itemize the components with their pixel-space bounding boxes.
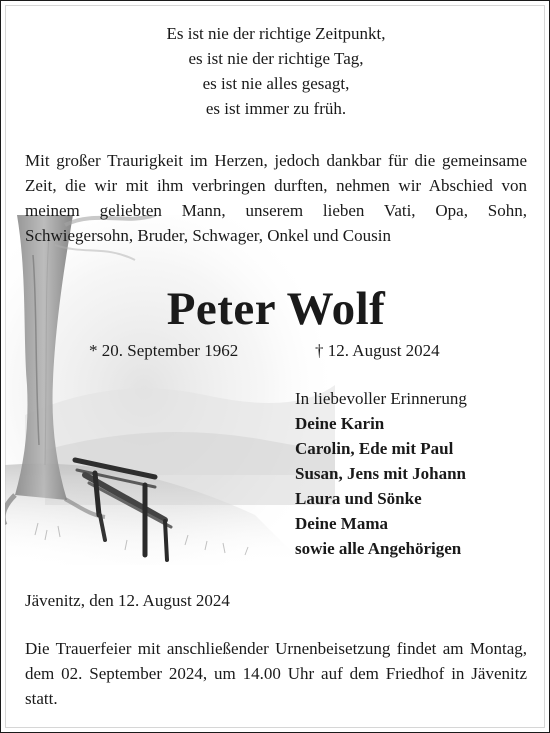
poem-line: es ist nie alles gesagt, <box>202 74 350 93</box>
poem-line: es ist nie der richtige Tag, <box>188 49 364 68</box>
poem <box>1 21 550 121</box>
mourner-line: Deine Karin <box>295 414 385 433</box>
poem-line: Es ist nie der richtige Zeitpunkt, <box>166 24 386 43</box>
mourner-line: Laura und Sönke <box>295 489 422 508</box>
mourner-line: Deine Mama <box>295 514 389 533</box>
tree-bench-illustration <box>5 215 335 565</box>
mourner-line: sowie alle Angehörigen <box>295 539 462 558</box>
mourner-line: Susan, Jens mit Johann <box>295 464 467 483</box>
mourners-list <box>295 386 467 561</box>
mourners-heading: In liebevoller Erinnerung <box>295 389 467 408</box>
death-date: † 12. August 2024 <box>315 341 440 360</box>
intro-text: Mit großer Traurigkeit im Herzen, jedoch dankbar für die gemeinsame Zeit, die wir mit ihm verbringen durften, nehmen wir Abschied von meinem geliebten Mann, unserem lieben Vati, Opa, Sohn, Schwiegersohn, Bruder, Schwager, Onkel und Cousin <box>25 151 527 245</box>
poem-line: es ist immer zu früh. <box>205 99 347 118</box>
mourner-line: Carolin, Ede mit Paul <box>295 439 454 458</box>
funeral-info: Die Trauerfeier mit anschließender Urnenbeisetzung findet am Montag, dem 02. September 2024, um 14.00 Uhr auf dem Friedhof in Jävenitz statt. <box>25 639 527 708</box>
place-date: Jävenitz, den 12. August 2024 <box>25 591 230 610</box>
deceased-name: Peter Wolf <box>166 283 386 335</box>
birth-date: * 20. September 1962 <box>89 341 239 360</box>
